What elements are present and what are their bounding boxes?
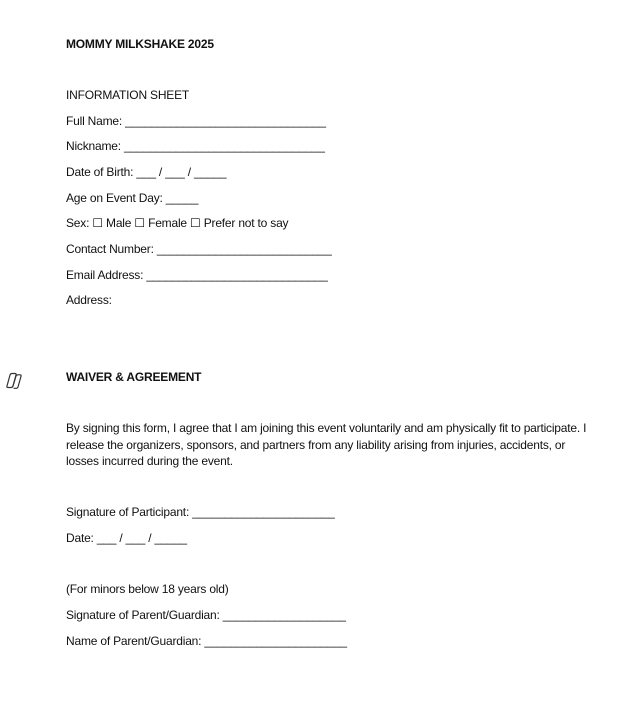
waiver-heading: WAIVER & AGREEMENT <box>66 370 202 384</box>
email-field: Email Address: ____________________________ <box>66 268 328 282</box>
age-field: Age on Event Day: _____ <box>66 191 199 205</box>
parent-name-field: Name of Parent/Guardian: ______________________ <box>66 634 347 648</box>
minors-note: (For minors below 18 years old) <box>66 582 229 596</box>
contact-field: Contact Number: ___________________________ <box>66 242 332 256</box>
parent-signature-field: Signature of Parent/Guardian: ___________________ <box>66 608 346 622</box>
copilot-icon[interactable] <box>4 372 24 390</box>
participant-signature-field: Signature of Participant: ______________________ <box>66 505 335 519</box>
date-field: Date: ___ / ___ / _____ <box>66 531 187 545</box>
document-title: MOMMY MILKSHAKE 2025 <box>66 37 214 51</box>
info-sheet-heading: INFORMATION SHEET <box>66 88 190 102</box>
waiver-paragraph: By signing this form, I agree that I am joining this event voluntarily and am physically fit to participate. I release the organizers, sponsors, and partners from any liability arising from injuries, accidents, or losses incurred during the event. <box>66 421 587 468</box>
nickname-field: Nickname: _______________________________ <box>66 139 325 153</box>
sex-field: Sex: ☐ Male ☐ Female ☐ Prefer not to say <box>66 216 289 230</box>
dob-field: Date of Birth: ___ / ___ / _____ <box>66 165 227 179</box>
full-name-field: Full Name: _______________________________ <box>66 114 326 128</box>
address-field: Address: <box>66 293 112 307</box>
